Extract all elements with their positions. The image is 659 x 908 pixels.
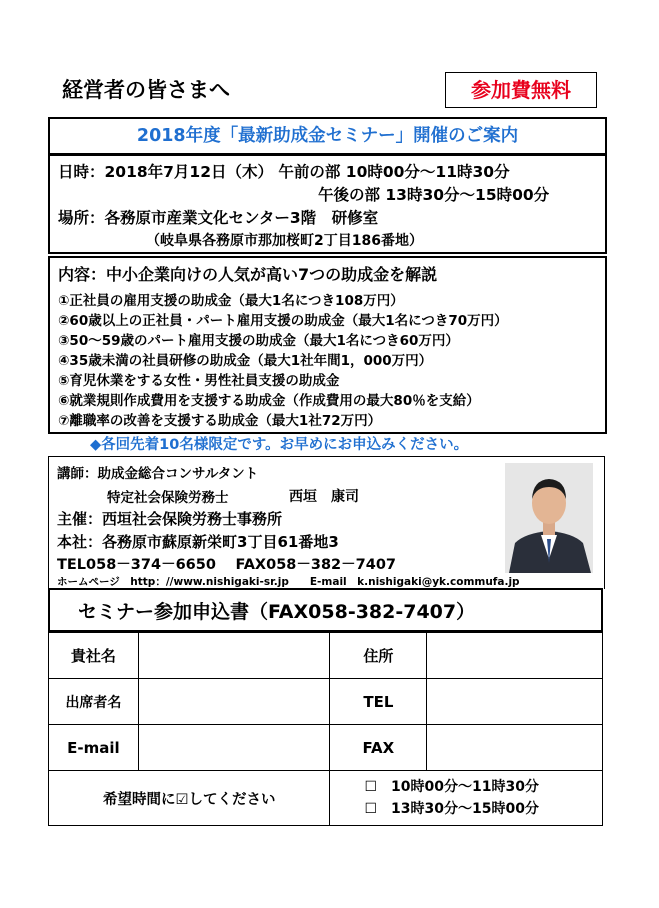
list-item: ⑦離職率の改善を支援する助成金（最大1社72万円）	[58, 413, 382, 429]
email-label: E-mail	[49, 725, 139, 771]
tel-label: TEL	[330, 679, 427, 725]
page-title: 2018年度「最新助成金セミナー」開催のご案内	[48, 117, 607, 155]
notice: ◆各回先着10名様限定です。お早めにお申込みください。	[90, 437, 469, 453]
free-badge: 参加費無料	[445, 72, 597, 108]
content-box	[48, 256, 607, 434]
lecturer-name: 西垣 康司	[289, 489, 359, 505]
attendee-label: 出席者名	[49, 679, 139, 725]
time-option-afternoon[interactable]: ☐ 13時30分～15時00分	[364, 801, 539, 817]
time-options	[330, 771, 603, 826]
list-item: ⑥就業規則作成費用を支援する助成金（作成費用の最大80％を支給）	[58, 393, 480, 409]
lecturer-photo	[505, 463, 593, 573]
list-item: ①正社員の雇用支援の助成金（最大1名につき108万円）	[58, 293, 404, 309]
application-heading: セミナー参加申込書（FAX058-382-7407）	[48, 588, 603, 632]
host: 主催：西垣社会保険労務士事務所	[57, 510, 283, 528]
fax-label: FAX	[330, 725, 427, 771]
venue: 場所：各務原市産業文化センター3階 研修室	[58, 209, 379, 227]
time-option-morning[interactable]: ☐ 10時00分～11時30分	[364, 779, 539, 795]
lecturer-title: 特定社会保険労務士	[107, 490, 229, 506]
tel-fax: TEL058－374－6650 FAX058－382－7407	[57, 557, 397, 573]
time-prompt: 希望時間に☑してください	[49, 771, 330, 826]
greeting: 経営者の皆さまへ	[62, 78, 230, 102]
lecturer: 講師：助成金総合コンサルタント	[57, 466, 259, 482]
application-form	[48, 632, 603, 826]
date-line: 日時：2018年7月12日（木） 午前の部 10時00分～11時30分	[58, 163, 510, 181]
list-item: ②60歳以上の正社員・パート雇用支援の助成金（最大1名につき70万円）	[58, 313, 508, 329]
fax-field[interactable]	[427, 725, 603, 771]
office-address: 本社：各務原市蘇原新栄町3丁目61番地3	[57, 533, 339, 551]
content-heading: 内容：中小企業向けの人気が高い7つの助成金を解説	[58, 265, 438, 284]
afternoon-session: 午後の部 13時30分～15時00分	[318, 186, 550, 204]
address-field[interactable]	[427, 633, 603, 679]
list-item: ④35歳未満の社員研修の助成金（最大1社年間1，000万円）	[58, 353, 433, 369]
schedule-box	[48, 154, 607, 254]
company-field[interactable]	[138, 633, 330, 679]
email-field[interactable]	[138, 725, 330, 771]
attendee-field[interactable]	[138, 679, 330, 725]
tel-field[interactable]	[427, 679, 603, 725]
address-label: 住所	[330, 633, 427, 679]
venue-address: （岐阜県各務原市那加桜町2丁目186番地）	[146, 233, 423, 249]
homepage: ホームページ http：//www.nishigaki-sr.jp E-mail k.nishigaki@yk.commufa.jp	[57, 576, 520, 588]
list-item: ③50～59歳のパート雇用支援の助成金（最大1名につき60万円）	[58, 333, 459, 349]
company-label: 貴社名	[49, 633, 139, 679]
list-item: ⑤育児休業をする女性・男性社員支援の助成金	[58, 373, 340, 389]
portrait-image	[505, 463, 593, 573]
